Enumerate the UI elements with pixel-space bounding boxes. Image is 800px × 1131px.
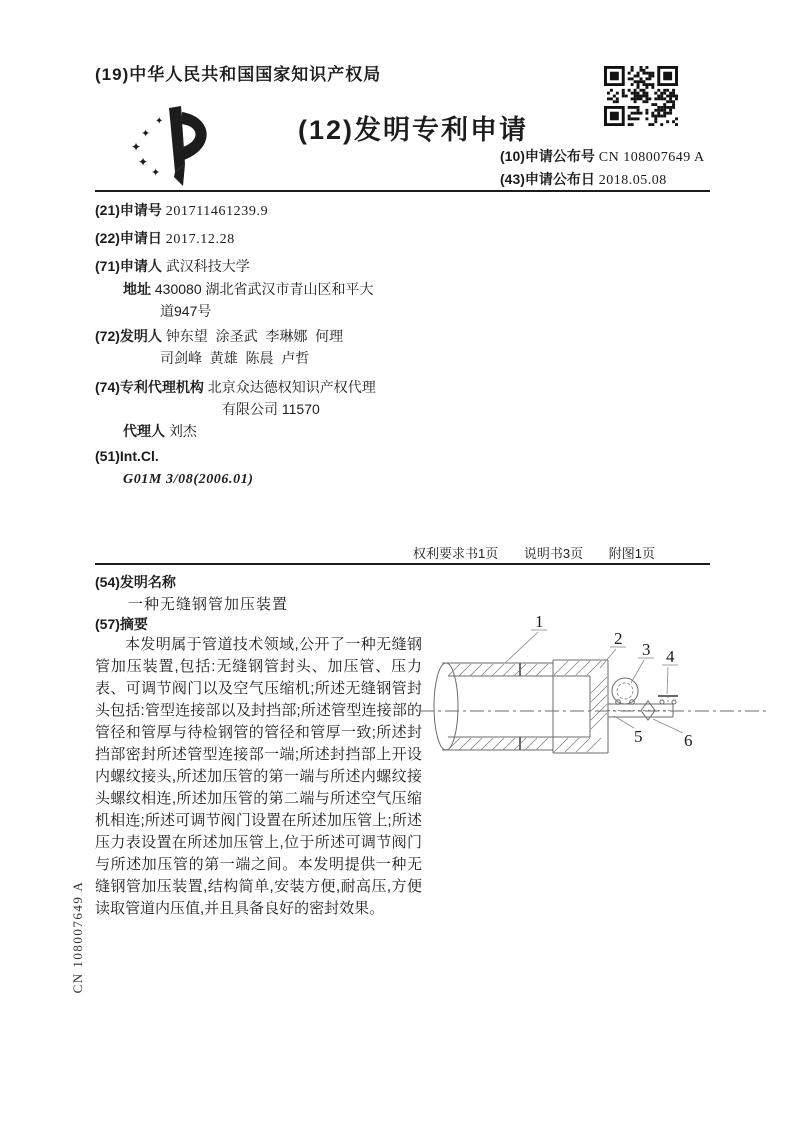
- svg-text:✦: ✦: [131, 140, 142, 154]
- address-row2: [160, 301, 211, 321]
- agency-row: [95, 377, 376, 397]
- qr-code: [604, 66, 678, 126]
- intcl-value: G01M 3/08(2006.01): [123, 472, 254, 487]
- sidebar-doc-id: CN 108007649 A: [70, 880, 85, 994]
- cap-top-hatch: [554, 661, 601, 675]
- pipe-top-hatch: [448, 664, 548, 676]
- section-divider: [95, 563, 710, 565]
- claims-pages: 权利要求书1页: [413, 546, 499, 561]
- agent-name: 刘杰: [168, 423, 197, 439]
- figure-label-5: 5: [634, 727, 643, 746]
- publication-date-label: (43)申请公布日: [500, 171, 599, 187]
- inventors-row2: [160, 348, 309, 368]
- publication-date-line: [500, 169, 667, 189]
- svg-text:✦: ✦: [141, 128, 151, 140]
- publication-number-value: CN 108007649 A: [598, 150, 705, 165]
- filing-date-row: [95, 228, 235, 248]
- application-number-label: (21)申请号: [95, 202, 166, 218]
- office-name: (19)中华人民共和国国家知识产权局: [95, 65, 382, 84]
- intcl-label: (51)Int.Cl.: [95, 448, 159, 464]
- description-pages: 说明书3页: [523, 546, 584, 561]
- application-number-value: 201711461239.9: [165, 204, 269, 219]
- address-label: 地址: [123, 281, 155, 297]
- cap-bottom-hatch: [554, 738, 601, 752]
- agency-label: (74)专利代理机构: [95, 379, 208, 395]
- intcl-value-row: [123, 470, 254, 488]
- agent-label: 代理人: [123, 423, 169, 439]
- figure-label-3: 3: [642, 640, 651, 659]
- invention-title-label: (54)发明名称: [95, 574, 176, 590]
- pipe-end-ellipse: [434, 663, 458, 750]
- applicant-value: 武汉科技大学: [165, 258, 250, 274]
- applicant-label: (71)申请人: [95, 258, 166, 274]
- invention-title: 一种无缝钢管加压装置: [128, 596, 289, 613]
- publication-date-value: 2018.05.08: [598, 173, 667, 188]
- abstract-text: 本发明属于管道技术领域,公开了一种无缝钢管加压装置,包括:无缝钢管封头、加压管、压力表、可调节阀门以及空气压缩机;所述无缝钢管封头包括:管型连接部以及封挡部;所述管型连接部的管径和管厚与待检钢管的管径和管厚一致;所述封挡部密封所述管型连接部一端;所述封挡部上开设内螺纹接头,所述加压管的第一端与所述内螺纹接头螺纹相连,所述加压管的第二端与所述空气压缩机相连;所述可调节阀门设置在所述加压管上;所述压力表设置在所述加压管上,位于所述可调节阀门与所述加压管的第一端之间。本发明提供一种无缝钢管加压装置,结构简单,安装方便,耐高压,方便读取管道内压值,并且具备良好的密封效果。: [95, 636, 422, 917]
- figure-label-4: 4: [666, 647, 675, 666]
- address-line2: 道947号: [160, 303, 212, 319]
- drawings-pages: 附图1页: [608, 546, 655, 561]
- figure-label-1: 1: [535, 612, 544, 631]
- filing-date-label: (22)申请日: [95, 230, 166, 246]
- pipe-bottom-hatch: [448, 738, 548, 750]
- patent-figure: [420, 600, 780, 770]
- abstract-label: (57)摘要: [95, 616, 148, 632]
- intcl-row: [95, 448, 159, 464]
- header-divider: [95, 190, 710, 192]
- svg-text:✦: ✦: [151, 167, 161, 179]
- document-type-title: (12)发明专利申请: [298, 115, 529, 145]
- pressure-gauge: [612, 678, 638, 704]
- agency-row2: [222, 399, 320, 419]
- svg-text:✦: ✦: [155, 116, 164, 127]
- cap-plate-hatch: [591, 677, 607, 729]
- svg-text:✦: ✦: [138, 155, 149, 169]
- inventors-line2: 司剑峰 黄雄 陈晨 卢哲: [160, 350, 310, 366]
- agency-line1: 北京众达德权知识产权代理: [207, 379, 376, 395]
- publication-number-line: [500, 146, 705, 166]
- agency-line2: 有限公司 11570: [222, 401, 320, 417]
- cnipa-logo-icon: [127, 104, 219, 188]
- applicant-row: [95, 256, 250, 276]
- application-number-row: [95, 200, 268, 220]
- figure-label-2: 2: [614, 629, 623, 648]
- address-row: [123, 279, 374, 299]
- inventors-line1: 钟东望 涂圣武 李琳娜 何理: [165, 328, 344, 344]
- inventors-row: [95, 326, 343, 346]
- address-line1: 430080 湖北省武汉市青山区和平大: [154, 281, 374, 297]
- agent-row: [123, 421, 197, 441]
- figure-label-6: 6: [684, 731, 693, 750]
- publication-number-label: (10)申请公布号: [500, 148, 599, 164]
- inventors-label: (72)发明人: [95, 328, 166, 344]
- pages-info: [95, 543, 655, 562]
- filing-date-value: 2017.12.28: [165, 232, 235, 247]
